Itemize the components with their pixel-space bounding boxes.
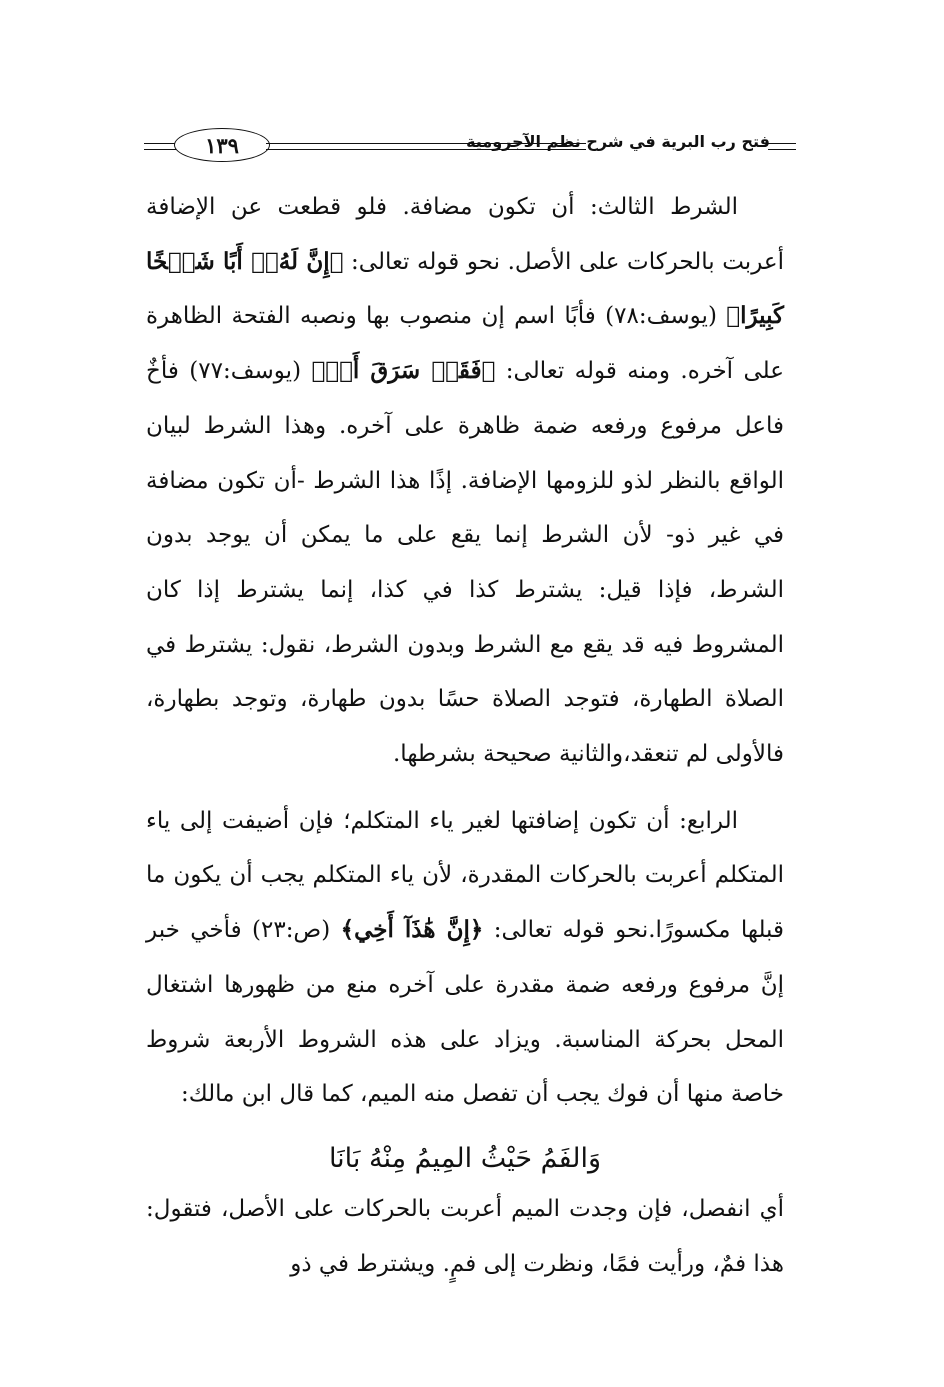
page-body bbox=[146, 180, 784, 1291]
quran-quote-sad-23: ﴿إِنَّ هَٰذَآ أَخِي﴾ bbox=[340, 916, 484, 944]
text-run: الرابع: أن تكون إضافتها لغير ياء المتكلم؛ فإن أضيفت إلى ياء المتكلم أعربت بالحركات المقدرة، لأن ياء المتكلم يجب أن يكون ما قبلها مكسورًا.نحو قوله تعالى: bbox=[146, 807, 784, 944]
header-rule-right bbox=[768, 143, 796, 150]
page-number: ١٣٩ bbox=[174, 128, 270, 162]
book-title: فتح رب البرية في شرح نظم الآجرومية bbox=[466, 132, 770, 151]
running-header bbox=[144, 128, 796, 164]
paragraph-explanation: أي انفصل، فإن وجدت الميم أعربت بالحركات على الأصل، فتقول: هذا فمٌ، ورأيت فمًا، ونظرت إلى فمٍ. ويشترط في ذو bbox=[146, 1195, 784, 1277]
text-run: (يوسف:٧٨) فأبًا اسم إن منصوب بها ونصبه الفتحة الظاهرة على آخره. ومنه قوله تعالى: bbox=[146, 303, 784, 385]
paragraph-fourth-condition bbox=[146, 794, 784, 1122]
quran-quote-yusuf-78: ﴿إِنَّ لَهُۥٓ أَبًا شَيۡخًا كَبِيرًا﴾ bbox=[146, 247, 784, 330]
text-run: (ص:٢٣) فأخي خبر إنَّ مرفوع ورفعه ضمة مقدرة على آخره منع من ظهورها اشتغال المحل بحركة المناسبة. ويزاد على هذه الشروط الأربعة شروط خاصة منها أن فوك يجب أن تفصل منه الميم، كما قال ابن مالك: bbox=[146, 917, 784, 1108]
text-run: الشرط الثالث: أن تكون مضافة. فلو قطعت عن الإضافة أعربت بالحركات على الأصل. نحو قوله تعالى: bbox=[146, 194, 785, 275]
header-rule-left bbox=[144, 143, 176, 150]
text-run: (يوسف:٧٧) فأخٌ فاعل مرفوع ورفعه ضمة ظاهرة على آخره. وهذا الشرط لبيان الواقع بالنظر لذو للزومها الإضافة. إذًا هذا الشرط -أن تكون مضافة في غير ذو- لأن الشرط إنما يقع على ما يمكن أن يوجد بدون الشرط، فإذا قيل: يشترط كذا في كذا، إنما يشترط إذا كان المشروط فيه قد يقع مع الشرط وبدون الشرط، نقول: يشترط في الصلاة الطهارة، فتوجد الصلاة حسًا بدون طهارة، وتوجد بطهارة، فالأولى لم تنعقد،والثانية صحيحة بشرطها. bbox=[146, 358, 784, 768]
poetry-verse: وَالفَمُ حَيْثُ المِيمُ مِنْهُ بَانَا bbox=[328, 1142, 602, 1174]
quran-quote-yusuf-77: ﴿فَقَدۡ سَرَقَ أَخٞ﴾ bbox=[311, 357, 496, 385]
paragraph-third-condition bbox=[146, 180, 784, 782]
